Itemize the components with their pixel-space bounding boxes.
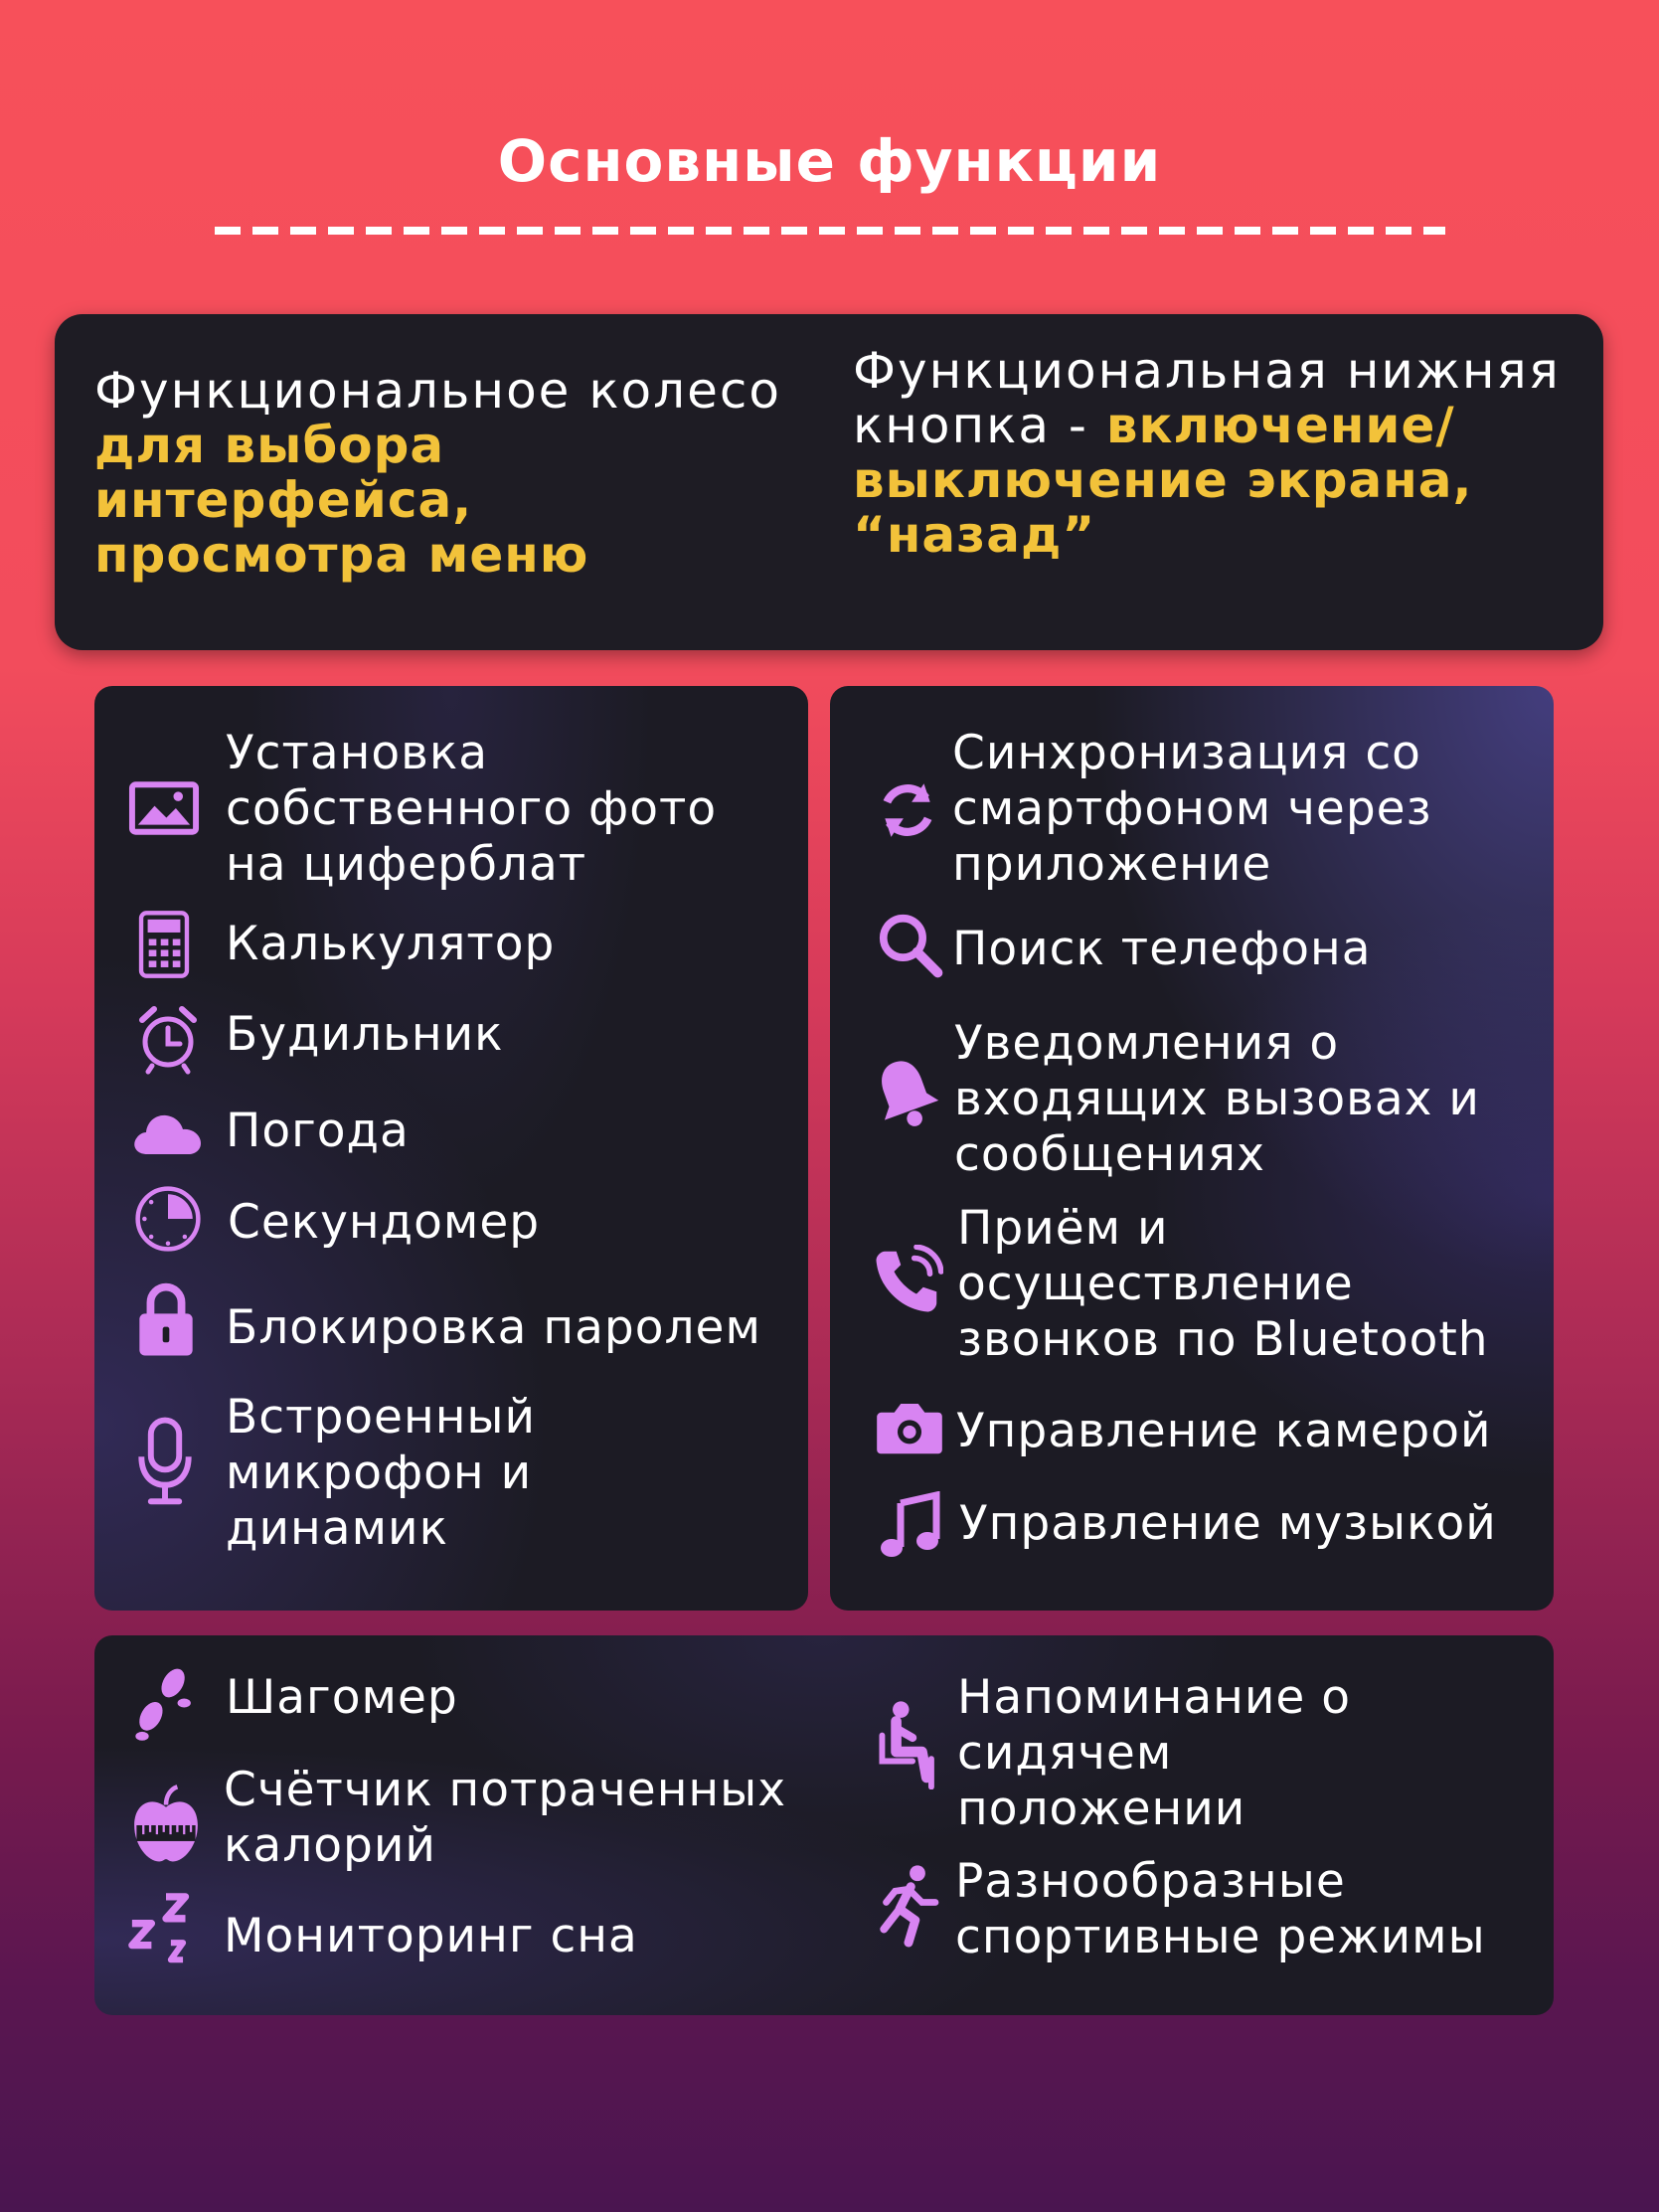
running-person-icon [873,1864,944,1950]
feature-find-phone: Поиск телефона [952,922,1372,976]
feature-calories: Счётчик потраченных калорий [224,1763,787,1873]
feature-mic-speaker: Встроенный микрофон и динамик [226,1390,537,1556]
sync-icon [875,777,940,843]
feature-custom-photo: Установка собственного фото на циферблат [226,726,718,892]
alarm-clock-icon [136,1002,200,1076]
feature-bluetooth-calls: Приём и осуществление звонков по Bluetooth [957,1201,1489,1367]
stopwatch-icon [132,1183,204,1255]
feature-alarm: Будильник [226,1007,504,1062]
wheel-description-plain: Функциональное колесо [94,362,781,420]
features-panel-left [94,686,808,1611]
feature-notifications: Уведомления о входящих вызовах и сообщениях [954,1016,1480,1182]
cloud-icon [129,1104,205,1163]
sitting-person-icon [873,1700,938,1789]
feature-sync: Синхронизация со смартфоном через приложение [952,726,1432,892]
microphone-icon [134,1417,196,1506]
camera-icon [875,1397,944,1458]
feature-stopwatch: Секундомер [228,1195,541,1250]
apple-scale-icon [129,1785,203,1866]
controls-panel [55,314,1603,650]
feature-music-control: Управление музыкой [959,1496,1497,1551]
lock-icon [134,1280,198,1360]
search-icon [875,910,944,979]
feature-password-lock: Блокировка паролем [226,1300,761,1355]
wheel-description-highlight: для выбора интерфейса, просмотра меню [94,417,589,584]
feature-sport-modes: Разнообразные спортивные режимы [955,1854,1486,1964]
features-panel-right [830,686,1554,1611]
feature-pedometer: Шагомер [226,1670,458,1725]
footsteps-icon [129,1663,195,1743]
calculator-icon [134,910,194,979]
wheel-description [94,364,790,583]
button-description-highlight: включение/ выключение экрана, “назад” [853,397,1473,564]
feature-sleep-monitoring: Мониторинг сна [224,1909,638,1963]
feature-camera-control: Управление камерой [956,1404,1492,1458]
feature-calculator: Калькулятор [226,917,556,971]
features-panel-bottom [94,1635,1554,2015]
image-icon [126,770,202,846]
title-divider [215,227,1445,235]
page-title: Основные функции [497,127,1162,195]
feature-sedentary-reminder: Напоминание о сидячем положении [957,1670,1352,1836]
phone-call-icon [872,1245,943,1316]
button-description [853,344,1588,563]
music-note-icon [878,1491,943,1561]
sleep-icon [127,1892,205,1969]
bell-icon [870,1054,941,1133]
button-description-plain: Функциональная нижняя кнопка - [853,342,1561,454]
feature-weather: Погода [226,1104,410,1158]
